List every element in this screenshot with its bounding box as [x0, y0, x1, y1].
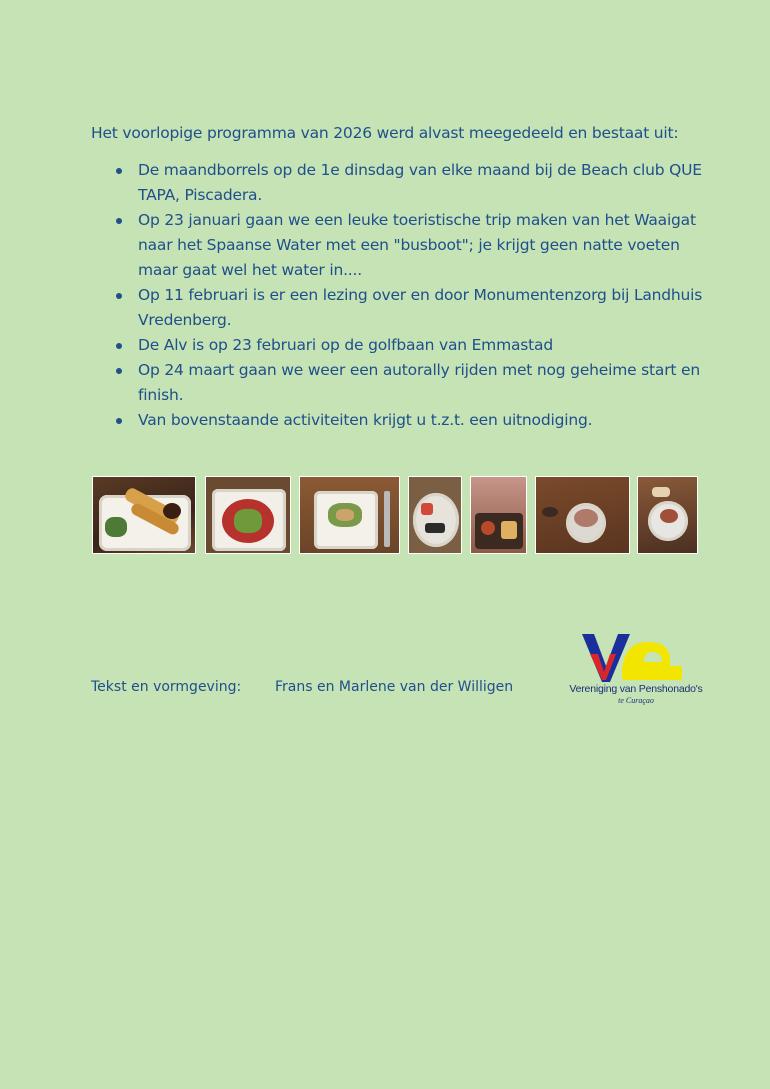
list-item: [112, 158, 722, 208]
bullet-icon: [116, 368, 122, 374]
spring-rolls-photo: [92, 476, 196, 554]
bullet-icon: [116, 218, 122, 224]
sushi-plate-photo: [408, 476, 462, 554]
bullet-icon: [116, 293, 122, 299]
bullet-icon: [116, 418, 122, 424]
intro-text: Het voorlopige programma van 2026 werd alvast meegedeeld en bestaat uit:: [91, 124, 679, 142]
bullet-icon: [116, 168, 122, 174]
list-item-text: Op 24 maart gaan we weer een autorally rijden met nog geheime start en finish.: [138, 361, 700, 404]
credits-names: Frans en Marlene van der Willigen: [275, 679, 514, 695]
dessert-tray-photo: [470, 476, 527, 554]
credits-label: Tekst en vormgeving:: [91, 679, 242, 695]
carpaccio-photo: [205, 476, 291, 554]
bullet-icon: [116, 343, 122, 349]
logo-subtitle: te Curaçao: [618, 696, 654, 705]
list-item-text: De maandborrels op de 1e dinsdag van elke maand bij de Beach club QUE TAPA, Piscadera.: [138, 161, 702, 204]
list-item-text: De Alv is op 23 februari op de golfbaan van Emmastad: [138, 336, 553, 354]
soup-bowl-photo: [535, 476, 630, 554]
list-item: [112, 208, 722, 283]
list-item: [112, 333, 722, 358]
logo-name: Vereniging van Penshonado's: [569, 683, 703, 695]
dip-bowl-photo: [637, 476, 698, 554]
list-item-text: Op 23 januari gaan we een leuke toeristische trip maken van het Waaigat naar het Spaanse Water met een "busboot"; je krijgt geen natte voeten maar gaat wel het water in....: [138, 211, 696, 279]
list-item: [112, 283, 722, 333]
list-item-text: Van bovenstaande activiteiten krijgt u t.z.t. een uitnodiging.: [138, 411, 593, 429]
program-list: [112, 158, 722, 433]
salad-plate-photo: [299, 476, 400, 554]
list-item-text: Op 11 februari is er een lezing over en door Monumentenzorg bij Landhuis Vredenberg.: [138, 286, 703, 329]
list-item: [112, 408, 722, 433]
list-item: [112, 358, 722, 408]
